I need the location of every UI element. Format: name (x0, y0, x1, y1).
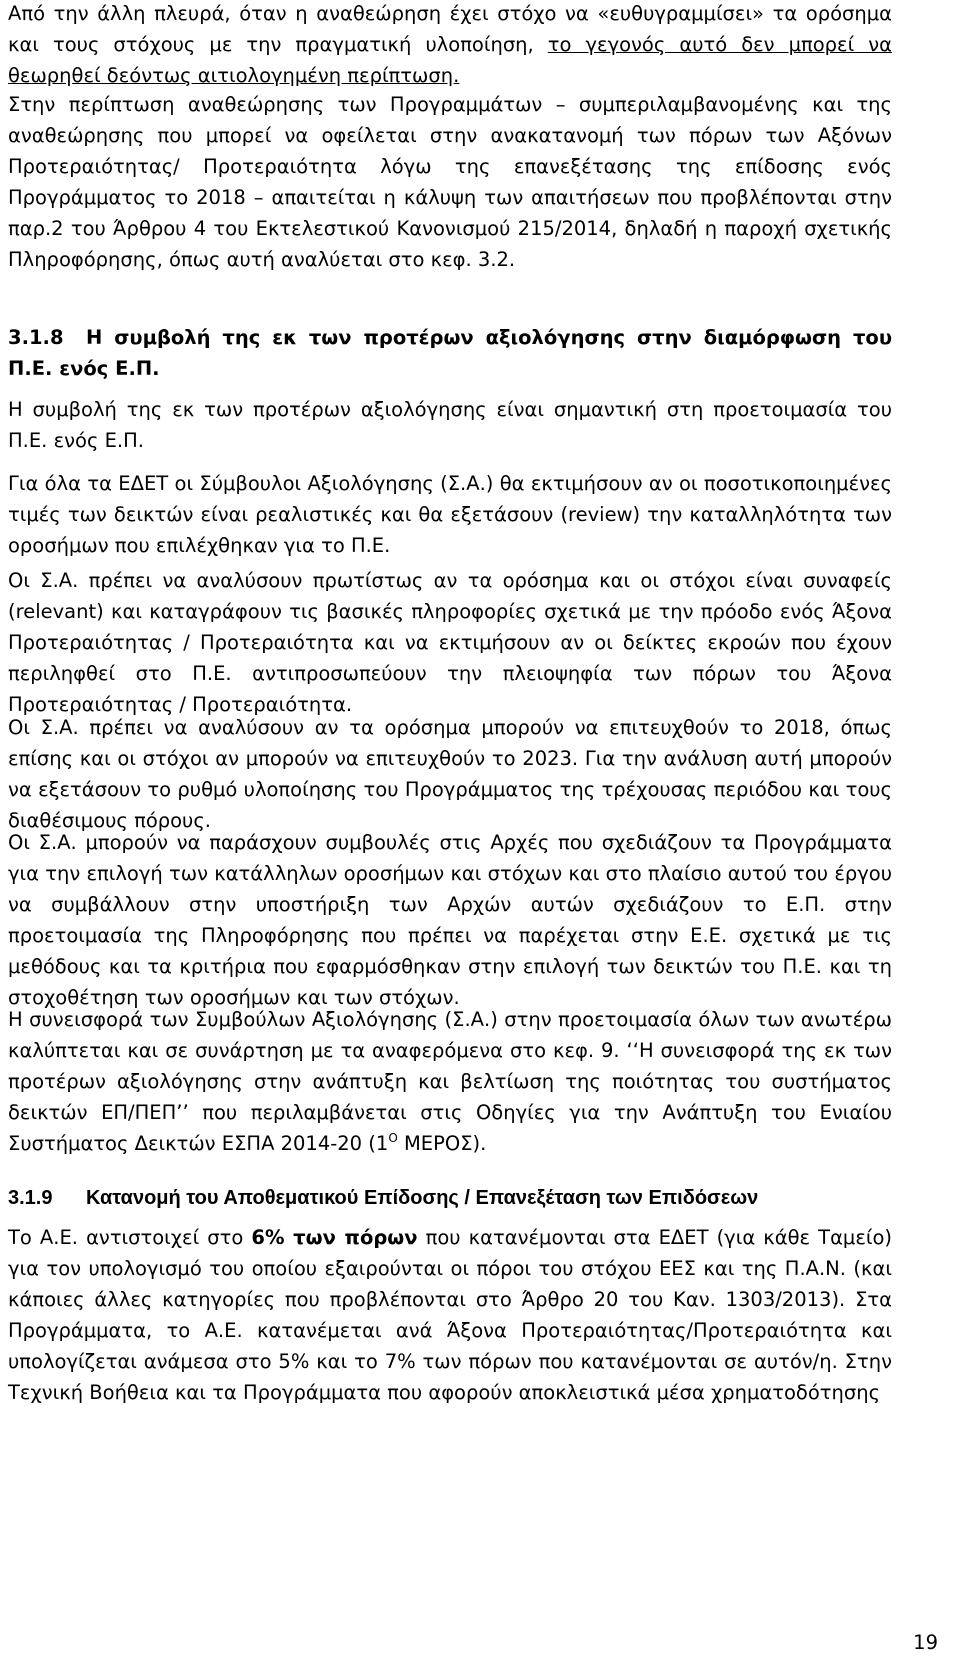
paragraph-text: Από την άλλη πλευρά, όταν η αναθεώρηση έχει στόχο να «ευθυγραμμίσει» τα ορόσημα και τους στόχους με την πραγματική υλοποίηση, (8, 2, 892, 56)
page-number: 19 (913, 1631, 938, 1654)
superscript: Ο (388, 1131, 398, 1145)
section-heading-3-1-8 (8, 322, 892, 384)
paragraph-revision-alignment (8, 0, 892, 91)
paragraph-exante-contribution: Η συμβολή της εκ των προτέρων αξιολόγησης είναι σημαντική στη προετοιμασία του Π.Ε. ενός Ε.Π. (8, 398, 892, 452)
section-number: 3.1.9 (8, 1187, 53, 1209)
paragraph-relevance-analysis: Οι Σ.Α. πρέπει να αναλύσουν πρωτίστως αν τα ορόσημα και οι στόχοι είναι συναφείς (relevant) και καταγράφουν τις βασικές πληροφορίες σχετικά με την πρόοδο ενός Άξονα Προτεραιότητας / Προτεραιότητα και να εκτιμήσουν αν οι δείκτες εκροών που έχουν περιληφθεί στο Π.Ε. αντιπροσωπεύουν την πλειοψηφία των πόρων του Άξονα Προτεραιότητας / Προτεραιότητα. (8, 569, 892, 716)
section-number: 3.1.8 (8, 326, 64, 349)
section-heading-3-1-9 (8, 1183, 892, 1214)
underlined-text: το γεγονός αυτό δεν μπορεί να θεωρηθεί δεόντως αιτιολογημένη περίπτωση. (8, 33, 892, 87)
paragraph-achievability: Οι Σ.Α. πρέπει να αναλύσουν αν τα ορόσημα μπορούν να επιτευχθούν το 2018, όπως επίσης και οι στόχοι αν μπορούν να επιτευχθούν το 2023. Για την ανάλυση αυτή μπορούν να εξετάσουν το ρυθμό υλοποίησης του Προγράμματος της τρέχουσας περιόδου και τους διαθέσιμους πόρους. (8, 716, 892, 832)
paragraph-text: ΜΕΡΟΣ). (397, 1132, 487, 1155)
paragraph-evaluators-indicators: Για όλα τα ΕΔΕΤ οι Σύμβουλοι Αξιολόγησης (Σ.Α.) θα εκτιμήσουν αν οι ποσοτικοποιημένες τιμές των δεικτών είναι ρεαλιστικές και θα εξετάσουν (review) την καταλληλότητα των οροσήμων που επιλέχθηκαν για το Π.Ε. (8, 472, 892, 557)
paragraph-advice: Οι Σ.Α. μπορούν να παράσχουν συμβουλές στις Αρχές που σχεδιάζουν τα Προγράμματα για την επιλογή των κατάλληλων οροσήμων και στόχων και στο πλαίσιο αυτού του έργου να συμβάλλουν στην υποστήριξη των Αρχών αυτών σχεδιάζουν το Ε.Π. στην προετοιμασία της Πληροφόρησης που πρέπει να παρέχεται στην Ε.Ε. σχετικά με τις μεθόδους και τα κριτήρια που εφαρμόσθηκαν στην επιλογή των δεικτών του Π.Ε. και τη στοχοθέτηση των οροσήμων και των στόχων. (8, 831, 892, 1009)
paragraph-performance-reserve (8, 1222, 892, 1408)
paragraph-text: Η συνεισφορά των Συμβούλων Αξιολόγησης (Σ.Α.) στην προετοιμασία όλων των ανωτέρω καλύπτεται και σε συνάρτηση με τα αναφερόμενα στο κεφ. 9. ‘‘Η συνεισφορά της εκ των προτέρων αξιολόγησης στην ανάπτυξη και βελτίωση της ποιότητας του συστήματος δεικτών ΕΠ/ΠΕΠ’’ που περιλαμβάνεται στις Οδηγίες για την Ανάπτυξη του Ενιαίου Συστήματος Δεικτών ΕΣΠΑ 2014-20 (1 (8, 1008, 892, 1155)
section-title: Κατανομή του Αποθεματικού Επίδοσης / Επανεξέταση των Επιδόσεων (86, 1187, 759, 1209)
paragraph-program-revision: Στην περίπτωση αναθεώρησης των Προγραμμάτων – συμπεριλαμβανομένης και της αναθεώρησης που μπορεί να οφείλεται στην ανακατανομή των πόρων των Αξόνων Προτεραιότητας/ Προτεραιότητα λόγω της επανεξέτασης της επίδοσης ενός Προγράμματος το 2018 – απαιτείται η κάλυψη των απαιτήσεων που προβλέπονται στην παρ.2 του Άρθρου 4 του Εκτελεστικού Κανονισμού 215/2014, δηλαδή η παροχή σχετικής Πληροφόρησης, όπως αυτή αναλύεται στο κεφ. 3.2. (8, 93, 892, 271)
paragraph-text: Το Α.Ε. αντιστοιχεί στο (8, 1226, 252, 1249)
bold-text: 6% των πόρων (251, 1226, 418, 1249)
paragraph-text: που κατανέμονται στα ΕΔΕΤ (για κάθε Ταμείο) για τον υπολογισμό του οποίου εξαιρούνται οι πόροι του στόχου ΕΕΣ και της Π.Α.Ν. (και κάποιες άλλες κατηγορίες που προβλέπονται στο Άρθρο 20 του Καν. 1303/2013). Στα Προγράμματα, το Α.Ε. κατανέμεται ανά Άξονα Προτεραιότητας/Προτεραιότητα και υπολογίζεται ανάμεσα στο 5% και το 7% των πόρων που κατανέμονται σε αυτόν/η. Στην Τεχνική Βοήθεια και τα Προγράμματα που αφορούν αποκλειστικά μέσα χρηματοδότησης (8, 1226, 893, 1404)
section-title: Η συμβολή της εκ των προτέρων αξιολόγησης στην διαμόρφωση του Π.Ε. ενός Ε.Π. (8, 326, 892, 380)
paragraph-evaluators-contribution (8, 1004, 892, 1159)
